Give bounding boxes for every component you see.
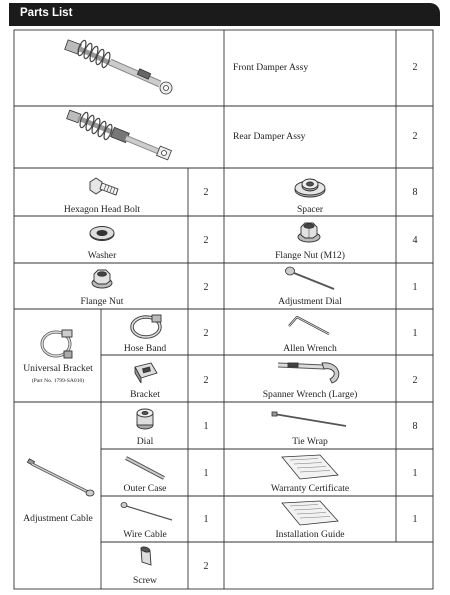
wire-cable-name: Wire Cable [123, 529, 167, 540]
tie-wrap-icon [270, 410, 350, 430]
damper-icon [60, 108, 180, 166]
flange-nut-m12-name: Flange Nut (M12) [275, 250, 345, 261]
flange-nut-icon [296, 220, 322, 244]
allen-wrench-name: Allen Wrench [283, 343, 337, 354]
front-damper-qty: 2 [412, 62, 418, 73]
hose-band-qty: 2 [203, 328, 209, 339]
tie-wrap-qty: 8 [412, 421, 418, 432]
dial-name: Dial [136, 436, 154, 447]
warranty-certificate-qty: 1 [412, 468, 418, 479]
hose-band-icon [130, 313, 164, 339]
cable-icon [122, 454, 168, 482]
wire-cable-qty: 1 [203, 514, 209, 525]
screw-qty: 2 [203, 561, 209, 572]
washer-qty: 2 [203, 235, 209, 246]
front-damper-name: Front Damper Assy [233, 62, 309, 73]
clamp-icon [38, 326, 76, 360]
rear-damper-name: Rear Damper Assy [233, 131, 306, 142]
installation-guide-name: Installation Guide [275, 529, 345, 540]
cable-icon [118, 500, 174, 524]
bolt-icon [88, 176, 120, 198]
document-icon [280, 499, 340, 527]
flange-nut-m12-qty: 4 [412, 235, 418, 246]
spanner-wrench-icon [274, 359, 346, 387]
spanner-wrench-qty: 2 [412, 375, 418, 386]
spacer-icon [293, 175, 327, 199]
tie-wrap-name: Tie Wrap [292, 436, 328, 447]
bracket-qty: 2 [203, 375, 209, 386]
cable-icon [26, 458, 96, 498]
outer-case-name: Outer Case [123, 483, 167, 494]
bracket-icon [131, 361, 161, 383]
washer-name: Washer [87, 250, 117, 261]
warranty-certificate-name: Warranty Certificate [270, 483, 350, 494]
document-icon [280, 453, 340, 481]
dial-icon [284, 265, 338, 293]
spacer-qty: 8 [412, 187, 418, 198]
screw-icon [138, 545, 154, 569]
screw-name: Screw [133, 575, 157, 586]
rear-damper-qty: 2 [412, 131, 418, 142]
allen-wrench-qty: 1 [412, 328, 418, 339]
installation-guide-qty: 1 [412, 514, 418, 525]
hex-bolt-qty: 2 [203, 187, 209, 198]
spanner-wrench-name: Spanner Wrench (Large) [262, 389, 358, 400]
flange-nut-name: Flange Nut [80, 296, 124, 307]
dial-qty: 1 [203, 421, 209, 432]
washer-icon [88, 224, 116, 242]
universal-bracket-part-no: (Part No. 1799-SA010) [31, 378, 85, 384]
adjustment-dial-name: Adjustment Dial [278, 296, 342, 307]
hose-band-name: Hose Band [123, 343, 167, 354]
hex-bolt-name: Hexagon Head Bolt [63, 204, 141, 215]
dial-icon [134, 407, 156, 431]
adjustment-dial-qty: 1 [412, 282, 418, 293]
bracket-name: Bracket [130, 389, 160, 400]
adjustment-cable-name: Adjustment Cable [23, 513, 93, 524]
page-title: Parts List [20, 7, 73, 19]
flange-nut-qty: 2 [203, 282, 209, 293]
spacer-name: Spacer [296, 204, 324, 215]
damper-icon [60, 34, 180, 102]
universal-bracket-name: Universal Bracket [23, 363, 93, 374]
allen-wrench-icon [285, 314, 333, 338]
outer-case-qty: 1 [203, 468, 209, 479]
flange-nut-icon [90, 268, 114, 290]
